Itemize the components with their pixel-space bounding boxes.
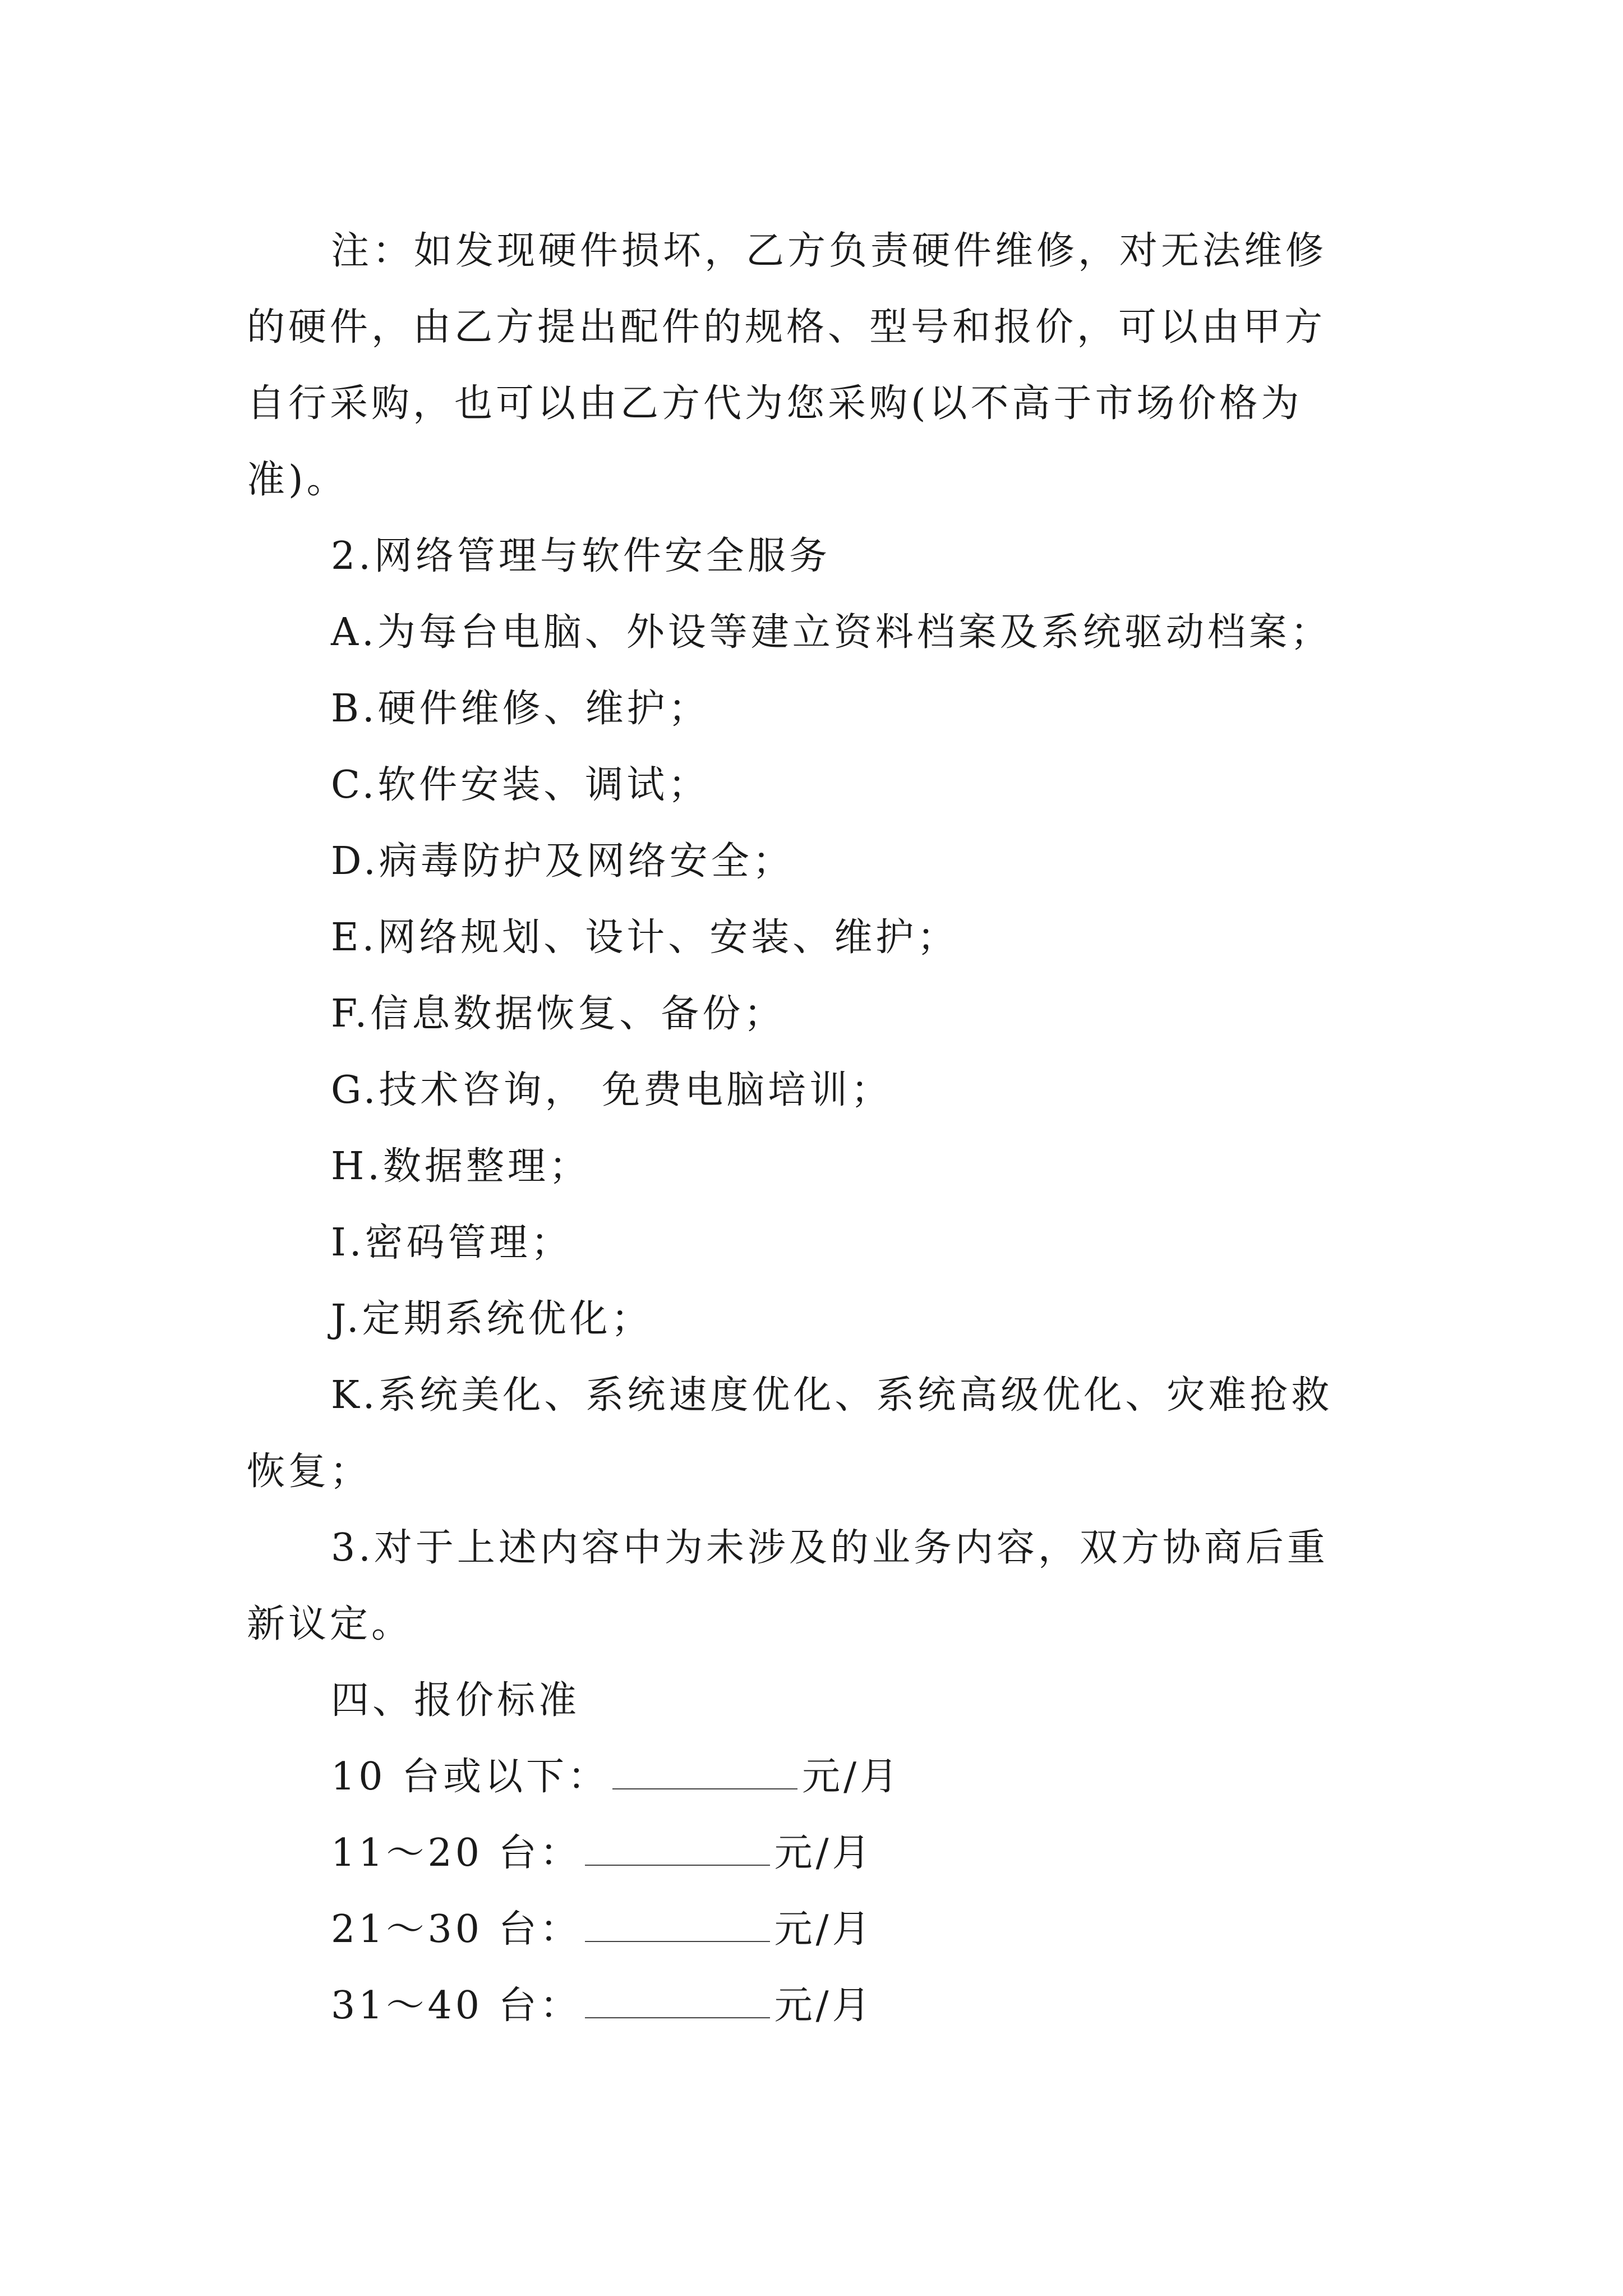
note-line: 注：如发现硬件损坏，乙方负责硬件维修，对无法维修 [331, 229, 1327, 273]
price-row [247, 1739, 1385, 1815]
price-unit: 元/月 [802, 1755, 902, 1799]
price-blank-field[interactable] [585, 1984, 770, 2018]
price-blank-field[interactable] [585, 1907, 770, 1942]
service-item: E.网络规划、设计、安装、维护； [331, 915, 959, 960]
price-label: 10 台或以下： [331, 1755, 610, 1799]
service-item: C.软件安装、调试； [331, 763, 710, 807]
price-row [247, 1892, 1385, 1968]
service-item: D.病毒防护及网络安全； [331, 839, 794, 884]
price-unit: 元/月 [774, 1984, 874, 2028]
section-2 [247, 518, 1385, 1510]
service-item: A.为每台电脑、外设等建立资料档案及系统驱动档案； [331, 610, 1332, 655]
service-item-k-line2: 恢复； [247, 1450, 372, 1494]
section-2-heading: 2.网络管理与软件安全服务 [331, 534, 831, 578]
price-row [247, 1815, 1385, 1892]
price-unit: 元/月 [774, 1831, 874, 1875]
note-line: 自行采购，也可以由乙方代为您采购(以不高于市场价格为 [247, 381, 1303, 426]
price-blank-field[interactable] [612, 1755, 797, 1789]
section-3 [247, 1510, 1385, 1663]
note-paragraph [247, 213, 1385, 518]
note-line: 的硬件，由乙方提出配件的规格、型号和报价，可以由甲方 [247, 305, 1326, 349]
price-label: 31～40 台： [331, 1984, 582, 2028]
service-item: H.数据整理； [331, 1144, 591, 1189]
section-3-line2: 新议定。 [247, 1602, 413, 1646]
note-line: 准)。 [247, 458, 348, 502]
section-3-line1: 3.对于上述内容中为未涉及的业务内容，双方协商后重 [331, 1526, 1329, 1570]
service-item-k-line1: K.系统美化、系统速度优化、系统高级优化、灾难抢救 [331, 1373, 1333, 1418]
service-item: B.硬件维修、维护； [331, 687, 710, 731]
price-row [247, 1968, 1385, 2044]
price-unit: 元/月 [774, 1907, 874, 1952]
service-item: G.技术咨询， 免费电脑培训； [331, 1068, 893, 1112]
price-label: 21～30 台： [331, 1907, 582, 1952]
service-item: J.定期系统优化； [331, 1297, 653, 1341]
document-body [247, 213, 1385, 2044]
section-4-heading: 四、报价标准 [331, 1678, 580, 1723]
price-blank-field[interactable] [585, 1831, 770, 1866]
service-item: F.信息数据恢复、备份； [331, 992, 786, 1036]
price-label: 11～20 台： [331, 1831, 582, 1875]
section-4 [247, 1663, 1385, 2044]
service-item: I.密码管理； [331, 1221, 573, 1265]
